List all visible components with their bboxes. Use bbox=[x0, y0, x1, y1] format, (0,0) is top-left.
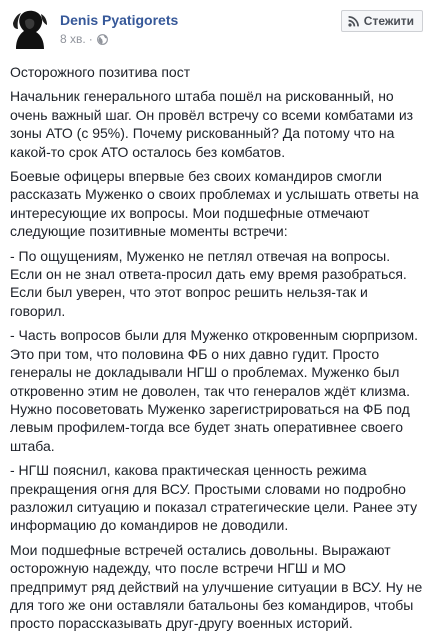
post-paragraph: - Часть вопросов были для Муженко откровенным сюрпризом. Это при том, что половина ФБ о них давно гудит. Просто генералы не докладывали НГШ о проблемах. Муженко был откровенно этим не доволен, так что генералов ждёт клизма. Нужно посоветовать Муженко зарегистрироваться на ФБ под левым профилем-тогда все будет знать оперативнее своего штаба. bbox=[10, 327, 419, 454]
meta-separator: · bbox=[88, 32, 93, 46]
post-meta bbox=[60, 32, 108, 46]
rss-icon bbox=[348, 16, 359, 27]
post-paragraph: Начальник генерального штаба пошёл на рискованный, но очень важный шаг. Он провёл встречу со всеми комбатами из зоны АТО (с 95%). Почему рискованный? Да потому что на какой-то срок АТО осталось без комбатов. bbox=[10, 88, 414, 160]
post-header bbox=[10, 9, 425, 49]
post-paragraph: - По ощущениям, Муженко не петлял отвечая на вопросы. Если он не знал ответа-просил дать ему время разобраться. Если был уверен, что этот вопрос решить нельзя-так и говорил. bbox=[10, 247, 407, 319]
author-name-link[interactable]: Denis Pyatigorets bbox=[60, 12, 179, 28]
post-paragraph: Осторожного позитива пост bbox=[10, 64, 191, 80]
follow-button[interactable] bbox=[341, 10, 423, 32]
post-paragraph: Боевые офицеры впервые без своих командиров смогли рассказать Муженко о своих проблемах и услышать ответы на интересующие их вопросы. Мои подшефные отмечают следующие позитивные моменты встречи: bbox=[10, 168, 419, 240]
post-timestamp-link[interactable]: 8 хв. bbox=[60, 32, 86, 46]
post-paragraph: Мои подшефные встречей остались довольны. Выражают осторожную надежду, что после встречи НГШ и МО предпримут ряд действий на улучшение ситуации в ВСУ. Ну не для того же они оставляли батальоны без командиров, чтобы просто порассказывать друг-другу военных историй. bbox=[10, 541, 423, 632]
avatar[interactable] bbox=[10, 9, 50, 49]
globe-icon[interactable] bbox=[97, 34, 108, 45]
follow-button-label: Стежити bbox=[363, 14, 414, 28]
post-paragraph: - НГШ пояснил, какова практическая ценность режима прекращения огня для ВСУ. Простыми словами но подробно разложил ситуацию и показал стратегические цели. Ранее эту информацию до командиров не доводили. bbox=[10, 462, 418, 534]
avatar-photo bbox=[10, 9, 50, 49]
post-body bbox=[10, 63, 425, 633]
